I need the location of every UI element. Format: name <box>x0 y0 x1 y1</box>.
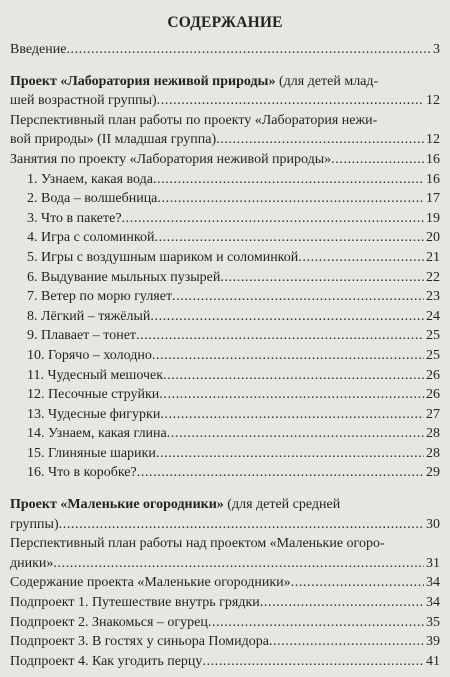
toc-entry-project2-plan[interactable] <box>10 534 440 573</box>
dot-leader <box>156 444 424 464</box>
toc-entry-text: 4. Игра с соломинкой <box>27 230 155 246</box>
toc-entry[interactable] <box>10 444 440 464</box>
toc-entry[interactable] <box>10 385 440 405</box>
dot-leader <box>157 91 424 111</box>
dot-leader <box>298 248 424 268</box>
project-title: Проект «Маленькие огородники» <box>10 497 224 513</box>
toc-entry[interactable] <box>10 573 440 593</box>
page-number: 20 <box>426 230 440 246</box>
toc-entry-project2[interactable] <box>10 495 440 534</box>
toc-entry[interactable] <box>10 613 440 633</box>
page-number: 16 <box>426 171 440 187</box>
toc-entry-text: 3. Что в пакете? <box>27 210 122 226</box>
toc-entry-text: Введение <box>10 42 67 57</box>
dot-leader <box>137 463 424 483</box>
toc-entry[interactable] <box>10 189 440 209</box>
toc-entry[interactable] <box>10 405 440 425</box>
toc-entry[interactable] <box>10 248 440 268</box>
toc-entry[interactable] <box>10 463 440 483</box>
toc-entry-text: 14. Узнаем, какая глина <box>27 426 167 442</box>
page-number: 34 <box>426 575 440 591</box>
page-number: 28 <box>426 426 440 442</box>
toc-entry-project1[interactable] <box>10 72 440 111</box>
toc-entry[interactable] <box>10 593 440 613</box>
dot-leader <box>269 632 424 652</box>
toc-entry-text: 7. Ветер по морю гуляет <box>27 289 173 305</box>
dot-leader <box>291 573 424 593</box>
dot-leader <box>163 366 424 386</box>
page-number: 17 <box>426 191 440 207</box>
toc-entry-text: дники» <box>10 555 54 571</box>
page-number: 39 <box>426 634 440 650</box>
toc-entry-text: группы) <box>10 516 59 532</box>
dot-leader <box>331 150 424 170</box>
dot-leader <box>202 652 424 672</box>
toc-entry-text: 6. Выдувание мыльных пузырей <box>27 269 221 285</box>
toc-entry-text: шей возрастной группы) <box>10 93 157 109</box>
page-number: 25 <box>426 328 440 344</box>
project-title: Проект «Лаборатория неживой природы» <box>10 73 276 89</box>
toc-entry[interactable] <box>10 326 440 346</box>
toc-entry[interactable] <box>10 346 440 366</box>
dot-leader <box>159 385 424 405</box>
page-number: 27 <box>426 406 440 422</box>
toc-entry-text: вой природы» (II младшая группа) <box>10 132 217 148</box>
page-number: 19 <box>426 210 440 226</box>
dot-leader <box>160 405 424 425</box>
dot-leader <box>260 593 424 613</box>
toc-entry-text: 8. Лёгкий – тяжёлый <box>27 308 151 324</box>
toc-entry-text: Содержание проекта «Маленькие огородники» <box>10 575 291 591</box>
dot-leader <box>152 346 424 366</box>
page-number: 12 <box>426 132 440 148</box>
toc-entry[interactable] <box>10 170 440 190</box>
toc-entry-text: 5. Игры с воздушным шариком и соломинкой <box>27 249 299 265</box>
dot-leader <box>150 307 424 327</box>
toc-entry-text: 16. Что в коробке? <box>27 465 137 481</box>
toc-entry-text: Подпроект 3. В гостях у синьора Помидора <box>10 634 269 650</box>
dot-leader <box>172 287 424 307</box>
page-number: 26 <box>426 367 440 383</box>
toc-entry-text: Подпроект 2. Знакомься – огурец <box>10 614 208 630</box>
toc-entry-text: Подпроект 1. Путешествие внутрь грядки <box>10 595 260 611</box>
page-number: 16 <box>426 151 440 167</box>
dot-leader <box>59 515 424 535</box>
toc-entry-text: Перспективный план работы над проектом «Маленькие огоро- <box>10 536 385 552</box>
toc-entry[interactable] <box>10 424 440 444</box>
page-number: 3 <box>433 42 440 57</box>
page-number: 22 <box>426 269 440 285</box>
toc-entry-text: Перспективный план работы по проекту «Лаборатория нежи- <box>10 112 378 128</box>
toc-entry-text: Занятия по проекту «Лаборатория неживой природы» <box>10 151 332 167</box>
page-number: 41 <box>426 653 440 669</box>
page-number: 34 <box>426 595 440 611</box>
dot-leader <box>157 189 424 209</box>
toc-entry[interactable] <box>10 366 440 386</box>
dot-leader <box>167 424 424 444</box>
toc-entry[interactable] <box>10 287 440 307</box>
toc-entry-text: 10. Горячо – холодно <box>27 347 152 363</box>
page-number: 12 <box>426 93 440 109</box>
toc-entry-text: 2. Вода – волшебница <box>27 191 158 207</box>
toc-entry-project1-lessons[interactable] <box>10 150 440 170</box>
toc-entry[interactable] <box>10 652 440 672</box>
toc-entry[interactable] <box>10 209 440 229</box>
page-number: 25 <box>426 347 440 363</box>
page-number: 28 <box>426 445 440 461</box>
dot-leader <box>53 554 424 574</box>
toc-entry-text: 1. Узнаем, какая вода <box>27 171 153 187</box>
page-number: 23 <box>426 289 440 305</box>
dot-leader <box>208 613 424 633</box>
page-number: 29 <box>426 465 440 481</box>
toc-entry-text: 13. Чудесные фигурки <box>27 406 161 422</box>
toc-entry-text: 15. Глиняные шарики <box>27 445 156 461</box>
dot-leader <box>66 40 431 60</box>
dot-leader <box>220 268 424 288</box>
page-number: 30 <box>426 516 440 532</box>
toc-entry-text: 12. Песочные струйки <box>27 387 160 403</box>
dot-leader <box>122 209 424 229</box>
page-title: СОДЕРЖАНИЕ <box>167 14 283 31</box>
toc-entry[interactable] <box>10 268 440 288</box>
project-audience: (для детей средней <box>223 497 341 513</box>
toc-entry-text: 9. Плавает – тонет <box>27 328 137 344</box>
page-number: 35 <box>426 614 440 630</box>
toc-entry-text: Подпроект 4. Как угодить перцу <box>10 653 203 669</box>
page-number: 26 <box>426 387 440 403</box>
dot-leader <box>216 130 424 150</box>
toc-entry-intro[interactable] <box>10 40 440 60</box>
toc-entry-text: 11. Чудесный мешочек <box>27 367 164 383</box>
page-number: 24 <box>426 308 440 324</box>
page-number: 31 <box>426 555 440 571</box>
dot-leader <box>153 170 424 190</box>
page-number: 21 <box>426 249 440 265</box>
dot-leader <box>136 326 424 346</box>
toc-entry[interactable] <box>10 228 440 248</box>
toc-entry[interactable] <box>10 632 440 652</box>
dot-leader <box>154 228 424 248</box>
toc-entry[interactable] <box>10 307 440 327</box>
project-audience: (для детей млад- <box>275 73 379 89</box>
toc-entry-project1-plan[interactable] <box>10 111 440 150</box>
